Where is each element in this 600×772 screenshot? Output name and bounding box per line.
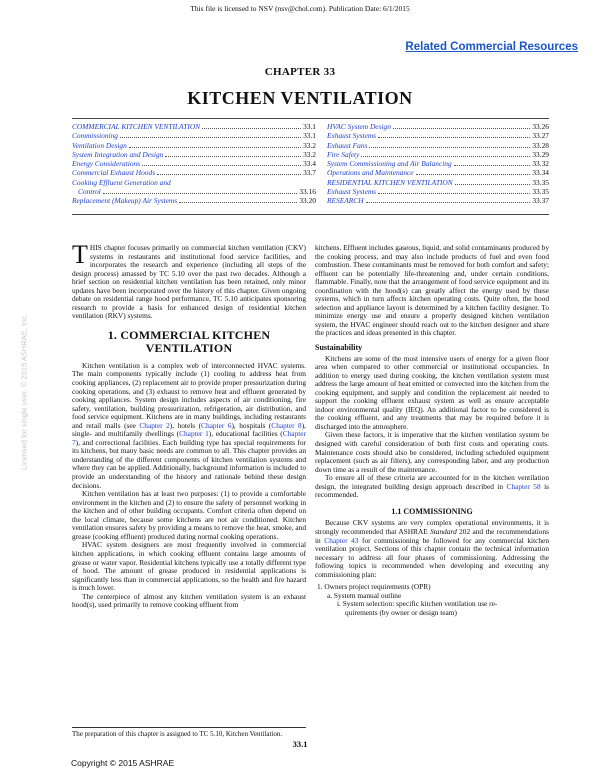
toc-entry-page: 33.35 bbox=[532, 177, 549, 187]
chapter-link[interactable]: Chapter 58 bbox=[506, 481, 541, 491]
left-column bbox=[72, 240, 307, 610]
section-heading: 1. COMMERCIAL KITCHEN VENTILATION bbox=[107, 327, 271, 355]
toc-entry[interactable] bbox=[72, 159, 316, 168]
toc-entry-page: 33.26 bbox=[532, 122, 549, 131]
toc-entry-title[interactable]: Exhaust Systems bbox=[327, 131, 377, 141]
toc-entry[interactable] bbox=[327, 187, 549, 196]
toc-leader-dots bbox=[142, 165, 301, 166]
commissioning-list bbox=[315, 583, 549, 617]
toc-entry-title[interactable]: COMMERCIAL KITCHEN VENTILATION bbox=[72, 122, 201, 131]
toc-entry[interactable] bbox=[327, 159, 549, 168]
toc-leader-dots bbox=[165, 156, 301, 157]
toc-entry[interactable] bbox=[72, 196, 316, 205]
divider-top bbox=[72, 118, 549, 119]
paragraph: Because CKV systems are very complex operational environments, it is strongly recommended that ASHRAE Standard 202 and the recommendations in Chapter 43 for commissioning be followed for any commercial kitchen ventilation project. Sections of this chapter contain the technical information necessary to address all four phases of commissioning. Addressing the following topics is recommended when developing and executing any commissioning plan: bbox=[315, 518, 549, 579]
toc-leader-dots bbox=[366, 202, 531, 203]
paragraph: Given these factors, it is imperative that the kitchen ventilation system be designed with careful consideration of both first costs and operating costs. Maintenance costs should also be considered, including scheduled equipment replacement (such as air filters), any corresponding labor, and any production down time as a result of the maintenance. bbox=[315, 430, 549, 474]
toc-left bbox=[72, 122, 316, 206]
chapter-link[interactable]: Chapter 7 bbox=[72, 429, 306, 447]
paragraph: The centerpiece of almost any kitchen ventilation system is an exhaust hood(s), used primarily to remove cooking effluent from bbox=[72, 591, 306, 610]
toc-entry[interactable] bbox=[327, 141, 549, 150]
toc-entry[interactable] bbox=[72, 150, 316, 159]
toc-entry-title[interactable]: HVAC System Design bbox=[327, 122, 391, 131]
toc-entry-title[interactable]: Commissioning bbox=[72, 131, 118, 141]
toc-entry-title[interactable]: Exhaust Systems bbox=[327, 187, 377, 197]
toc-entry[interactable] bbox=[72, 187, 316, 196]
paragraph: HVAC system designers are most frequently involved in commercial kitchen applications, in which cooking effluent contains large amounts of grease or water vapor. Residential kitchens typically use a totally different type of hood. The amount of grease produced in residential applications is significantly less than in commercial applications, so the health and fire hazard is much lower. bbox=[72, 540, 306, 593]
toc-leader-dots bbox=[455, 184, 531, 185]
toc-leader-dots bbox=[369, 147, 530, 148]
paragraph: Kitchen ventilation has at least two purposes: (1) to provide a comfortable environment in the kitchen and (2) to ensure the safety of personnel working in the kitchen and of other building occupants. Comfort criteria often depend on the local climate, because some kitchens are not air conditioned. Kitchen ventilation ensures safety by providing a means to remove the heat, smoke, and grease (cooking effluent) produced during normal cooking operations. bbox=[72, 489, 306, 541]
toc-entry-page: 33.2 bbox=[303, 140, 316, 150]
toc-leader-dots bbox=[454, 165, 531, 166]
toc-entry-page: 33.7 bbox=[303, 168, 316, 178]
toc-entry-page: 33.1 bbox=[303, 122, 316, 131]
toc-entry-title[interactable]: Ventilation Design bbox=[72, 140, 127, 150]
watermark: Licensed for single user. © 2015 ASHRAE, Inc. bbox=[19, 313, 29, 471]
chapter-link[interactable]: Chapter 8 bbox=[271, 420, 302, 430]
toc-entry-title[interactable]: Operations and Maintenance bbox=[327, 168, 414, 178]
toc-entry[interactable] bbox=[72, 122, 316, 131]
toc-entry-title[interactable]: System Commissioning and Air Balancing bbox=[327, 159, 452, 169]
toc-entry-title[interactable]: Replacement (Makeup) Air Systems bbox=[72, 196, 178, 206]
toc-entry-page: 33.27 bbox=[532, 131, 549, 141]
toc-entry-page: 33.4 bbox=[303, 159, 316, 169]
toc-entry-title[interactable]: Control bbox=[78, 187, 101, 197]
toc-entry-title[interactable]: RESEARCH bbox=[327, 196, 364, 206]
toc-leader-dots bbox=[202, 128, 301, 129]
footnote: The preparation of this chapter is assigned to TC 5.10, Kitchen Ventilation. bbox=[72, 727, 306, 738]
toc-entry[interactable] bbox=[72, 168, 316, 177]
list-item: quirements (by owner or design team) bbox=[345, 607, 457, 617]
chapter-link[interactable]: Chapter 1 bbox=[179, 429, 209, 439]
chapter-label: CHAPTER 33 bbox=[264, 66, 336, 78]
toc-entry-title[interactable]: Cooking Effluent Generation and bbox=[72, 177, 171, 187]
toc-entry-title[interactable]: Exhaust Fans bbox=[327, 140, 368, 150]
chapter-link[interactable]: Chapter 2 bbox=[139, 420, 170, 430]
toc-entry-title[interactable]: System Integration and Design bbox=[72, 149, 164, 159]
toc-entry[interactable] bbox=[327, 150, 549, 159]
toc-entry-page: 33.1 bbox=[303, 131, 316, 141]
toc-entry-page: 33.28 bbox=[532, 140, 549, 150]
chapter-link[interactable]: Chapter 6 bbox=[201, 420, 232, 430]
toc-entry-title[interactable]: Commercial Exhaust Hoods bbox=[72, 168, 156, 178]
toc-entry[interactable] bbox=[72, 141, 316, 150]
toc-entry[interactable] bbox=[327, 168, 549, 177]
toc-entry[interactable] bbox=[327, 196, 549, 205]
paragraph: Kitchens are some of the most intensive users of energy for a given floor area when compared to other commercial or institutional occupancies. In addition to energy used during cooking, the kitchen ventilation system must address the large amount of heat emitted or convected into the kitchen from the cooking equipment, and supply and condition the replacement air needed to support the cooking effluent exhaust system as well as ensure acceptable indoor environmental quality (IEQ). An additional factor to be considered is the cooking effluent, and any treatments that may be required before it is discharged into the atmosphere. bbox=[315, 353, 549, 431]
chapter-link[interactable]: Chapter 43 bbox=[324, 535, 359, 545]
toc-entry[interactable] bbox=[327, 178, 549, 187]
related-resources-link[interactable]: Related Commercial Resources bbox=[405, 41, 578, 53]
toc-leader-dots bbox=[103, 193, 298, 194]
subsection-heading: 1.1 COMMISSIONING bbox=[391, 506, 473, 516]
list-item: i. System selection: specific kitchen ventilation use re- bbox=[337, 599, 498, 609]
license-line: This file is licensed to NSV (nsv@chol.com). Publication Date: 6/1/2015 bbox=[190, 4, 410, 13]
toc-entry-page: 33.2 bbox=[303, 149, 316, 159]
toc-entry-page: 33.34 bbox=[532, 168, 549, 178]
toc-entry-page: 33.20 bbox=[299, 196, 316, 206]
toc-leader-dots bbox=[120, 137, 301, 138]
toc-entry[interactable] bbox=[327, 131, 549, 140]
page-title: KITCHEN VENTILATION bbox=[187, 88, 413, 108]
list-item: a. System manual outline bbox=[327, 590, 402, 600]
divider-bottom bbox=[72, 214, 549, 215]
toc-leader-dots bbox=[416, 174, 531, 175]
toc-entry-page: 33.16 bbox=[299, 187, 316, 197]
toc-right bbox=[327, 122, 549, 206]
toc-entry-page: 33.29 bbox=[532, 149, 549, 159]
toc-leader-dots bbox=[157, 174, 301, 175]
toc-leader-dots bbox=[393, 128, 530, 129]
toc-entry-page: 33.35 bbox=[532, 187, 549, 197]
paragraph: kitchens. Effluent includes gaseous, liquid, and solid contaminants produced by the cooking process, and may also include products of fuel and even food combustion. These contaminants must be removed for both comfort and safety; effluent can be potentially life-threatening and, under certain conditions, flammable. Finally, note that the arrangement of food service equipment and its coordination with the hood(s) can greatly affect the energy used by these systems, which in turn affects kitchen operating costs. Quite often, the hood selection and appliance layout is determined by a kitchen facility designer. To minimize energy use and ensure a properly designed kitchen ventilation system, the HVAC engineer should reach out to the kitchen designer and share the practices and ideas presented in this chapter. bbox=[315, 243, 550, 338]
toc-entry-page: 33.37 bbox=[532, 196, 549, 206]
subsection-heading: Sustainability bbox=[315, 343, 363, 353]
copyright: Copyright © 2015 ASHRAE bbox=[71, 758, 175, 768]
toc-leader-dots bbox=[378, 193, 530, 194]
toc-leader-dots bbox=[378, 137, 530, 138]
toc-entry-title[interactable]: Fire Safety bbox=[327, 149, 360, 159]
toc-entry-title[interactable]: RESIDENTIAL KITCHEN VENTILATION bbox=[327, 177, 453, 187]
paragraph: Kitchen ventilation is a complex web of interconnected HVAC systems. The main components typically include (1) cooling to address heat from cooking appliances, (2) replacement air to provide proper pressurization during cooking operations, and (3) exhaust to remove heat and effluent generated by cooking appliances. System design includes aspects of air conditioning, fire safety, ventilation, building pressurization, refrigeration, air distribution, and food service equipment. Kitchens are in many buildings, including restaurants and retail malls (see Chapter 2), hotels (Chapter 6), hospitals (Chapter 8), single- and multifamily dwellings (Chapter 1), educational facilities (Chapter 7), and correctional facilities. Each building type has special requirements for its kitchens, but many basic needs are common to all. This chapter provides an understanding of the different components of kitchen ventilation systems and where they can be applied. Additionally, background information is included to provide an understanding of the history and rationale behind these design decisions. bbox=[72, 360, 307, 490]
toc-entry[interactable] bbox=[327, 122, 549, 131]
toc-leader-dots bbox=[179, 202, 297, 203]
toc-leader-dots bbox=[129, 147, 301, 148]
toc-entry[interactable] bbox=[72, 131, 316, 140]
page-number: 33.1 bbox=[292, 739, 308, 749]
right-column bbox=[315, 244, 549, 617]
toc-entry-page: 33.32 bbox=[532, 159, 549, 169]
drop-cap: T bbox=[72, 240, 88, 269]
intro-paragraph: THIS chapter focuses primarily on commercial kitchen ventilation (CKV) systems in restaurants and institutional food service facilities, and incorporates the research and experience (including all steps of the design process) amassed by TC 5.10 over the past two decades. Although a brief section on residential kitchen ventilation has been retained, only minor updates have been incorporated over the history of this chapter. Given ongoing debate on residential range hood performance, TC 5.10 anticipates sponsoring research to provide a basis for enhanced design of residential kitchen ventilation (RKV) systems. bbox=[72, 240, 306, 321]
toc-entry-title[interactable]: Energy Considerations bbox=[72, 159, 141, 169]
list-item: 1. Owners project requirements (OPR) bbox=[317, 582, 431, 592]
toc-entry[interactable] bbox=[72, 178, 316, 187]
paragraph: To ensure all of these criteria are accounted for in the kitchen ventilation design, the integrated building design approach described in Chapter 58 is recommended. bbox=[315, 473, 549, 500]
toc-leader-dots bbox=[361, 156, 530, 157]
